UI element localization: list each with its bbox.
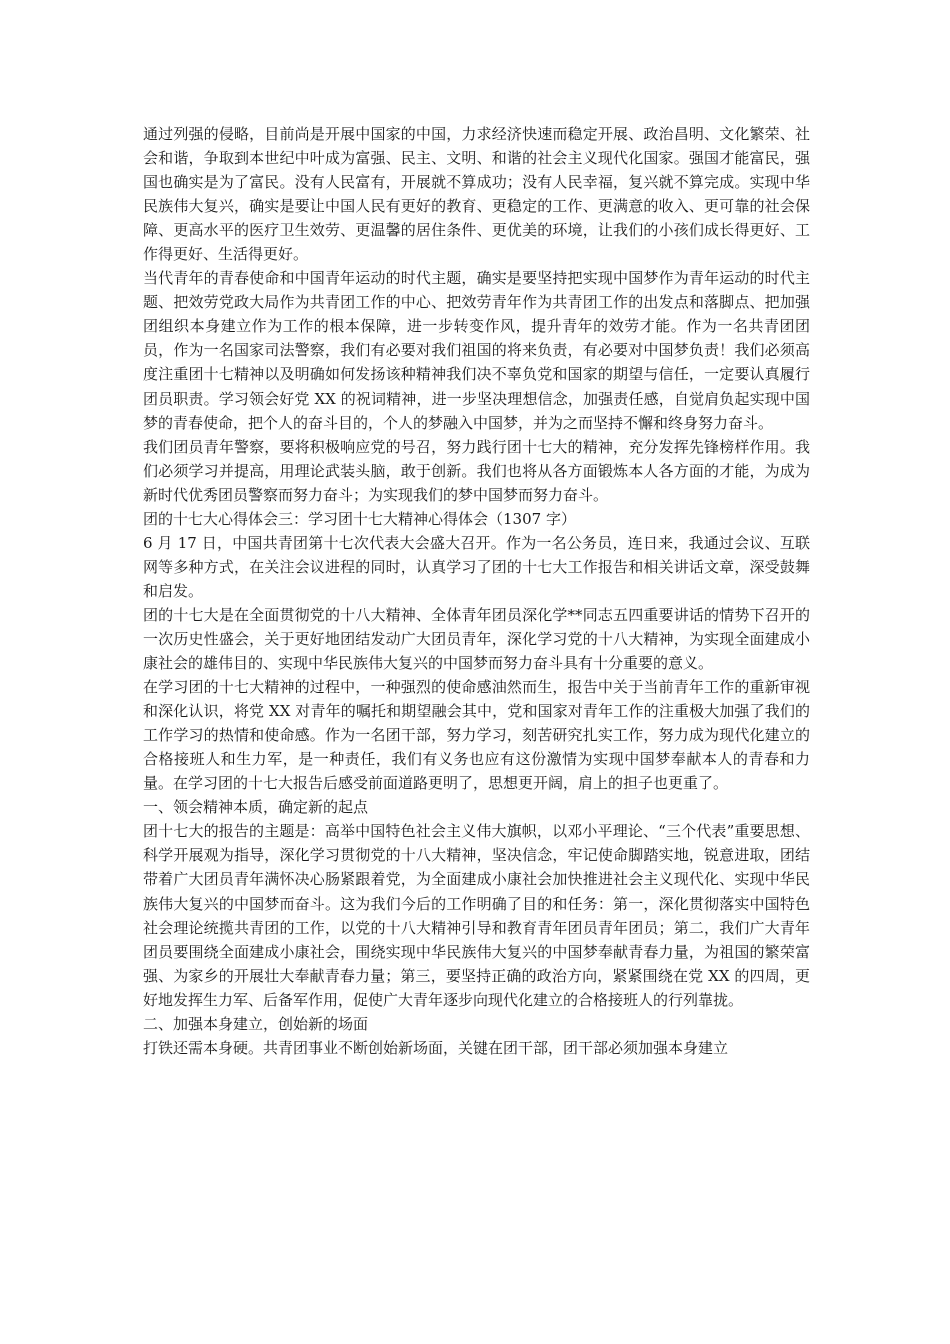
paragraph-8: 打铁还需本身硬。共青团事业不断创始新场面，关键在团干部，团干部必须加强本身建立 — [143, 1038, 729, 1057]
paragraph-5: 团的十七大是在全面贯彻党的十八大精神、全体青年团员深化学**同志五四重要讲话的情势下召开的一次历史性盛会，关于更好地团结发动广大团员青年，深化学习党的十八大精神，为实现全面建成小康社会的雄伟目的、实现中华民族伟大复兴的中国梦而努力奋斗具有十分重要的意义。 — [143, 605, 810, 673]
paragraph-2: 当代青年的青春使命和中国青年运动的时代主题，确实是要坚持把实现中国梦作为青年运动的时代主题、把效劳党政大局作为共青团工作的中心、把效劳青年作为共青团工作的出发点和落脚点、把加强团组织本身建立作为工作的根本保障，进一步转变作风，提升青年的效劳才能。作为一名共青团团员，作为一名国家司法警察，我们有必要对我们祖国的将来负责，有必要对中国梦负责！我们必须高度注重团十七精神以及明确如何发扬该种精神我们决不辜负党和国家的期望与信任，一定要认真履行团员职责。学习领会好党 XX 的祝词精神，进一步坚决理想信念，加强责任感，自觉肩负起实现中国梦的青春使命，把个人的奋斗目的，个人的梦融入中国梦，并为之而坚持不懈和终身努力奋斗。 — [143, 269, 810, 432]
paragraph-1: 通过列强的侵略，目前尚是开展中国家的中国，力求经济快速而稳定开展、政治昌明、文化繁荣、社会和谐，争取到本世纪中叶成为富强、民主、文明、和谐的社会主义现代化国家。强国才能富民，强国也确实是为了富民。没有人民富有，开展就不算成功；没有人民幸福，复兴就不算完成。实现中华民族伟大复兴，确实是要让中国人民有更好的教育、更稳定的工作、更满意的收入、更可靠的社会保障、更高水平的医疗卫生效劳、更温馨的居住条件、更优美的环境，让我们的小孩们成长得更好、工作得更好、生活得更好。 — [143, 125, 810, 264]
section-heading: 团的十七大心得体会三：学习团十七大精神心得体会（1307 字） — [143, 509, 576, 528]
paragraph-4: 6 月 17 日，中国共青团第十七次代表大会盛大召开。作为一名公务员，连日来，我通过会议、互联网等多种方式，在关注会议进程的同时，认真学习了团的十七大工作报告和相关讲话文章，深受鼓舞和启发。 — [143, 533, 810, 600]
subheading-2: 二、加强本身建立，创始新的场面 — [143, 1014, 369, 1033]
paragraph-7: 团十七大的报告的主题是：高举中国特色社会主义伟大旗帜，以邓小平理论、“三个代表”重要思想、科学开展观为指导，深化学习贯彻党的十八大精神，坚决信念，牢记使命脚踏实地，锐意进取，团结带着广大团员青年满怀决心肠紧跟着党，为全面建成小康社会加快推进社会主义现代化、实现中华民族伟大复兴的中国梦而奋斗。这为我们今后的工作明确了目的和任务：第一，深化贯彻落实中国特色社会理论统揽共青团的工作，以党的十八大精神引导和教育青年团员青年团员；第二，我们广大青年团员要围绕全面建成小康社会，围绕实现中华民族伟大复兴的中国梦奉献青春力量，为祖国的繁荣富强、为家乡的开展壮大奉献青春力量；第三，要坚持正确的政治方向，紧紧围绕在党 XX 的四周，更好地发挥生力军、后备军作用，促使广大青年逐步向现代化建立的合格接班人的行列靠拢。 — [143, 822, 810, 1009]
paragraph-6: 在学习团的十七大精神的过程中，一种强烈的使命感油然而生，报告中关于当前青年工作的重新审视和深化认识，将党 XX 对青年的嘱托和期望融会其中，党和国家对青年工作的注重极大加强了我们的工作学习的热情和使命感。作为一名团干部，努力学习，刻苦研究扎实工作，努力成为现代化建立的合格接班人和生力军，是一种责任，我们有义务也应有这份激情为实现中国梦奉献本人的青春和力量。在学习团的十七大报告后感受前面道路更明了，思想更开阔，肩上的担子也更重了。 — [143, 678, 810, 793]
paragraph-3: 我们团员青年警察，要将积极响应党的号召，努力践行团十七大的精神，充分发挥先锋榜样作用。我们必须学习并提高，用理论武装头脑，敢于创新。我们也将从各方面锻炼本人各方面的才能，为成为新时代优秀团员警察而努力奋斗；为实现我们的梦中国梦而努力奋斗。 — [143, 437, 810, 504]
subheading-1: 一、领会精神本质，确定新的起点 — [143, 798, 369, 817]
document-body — [143, 122, 810, 1060]
